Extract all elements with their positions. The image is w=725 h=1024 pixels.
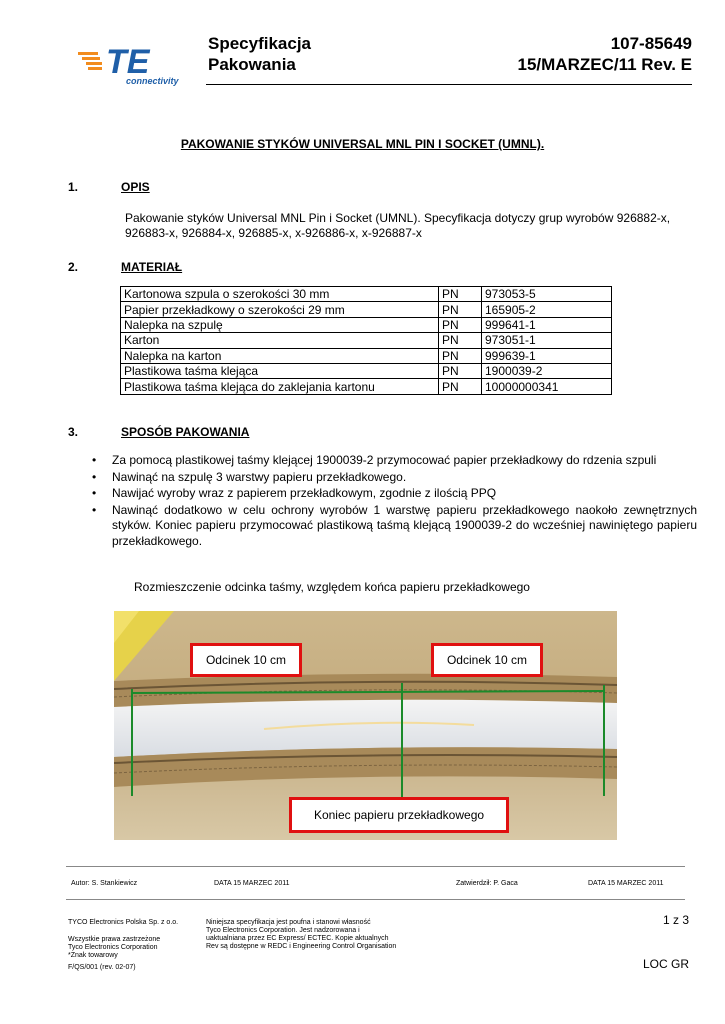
material-name-cell: Kartonowa szpula o szerokości 30 mm [121,287,439,302]
rights-line-3: *Znak towarowy [68,952,118,959]
company-name: TYCO Electronics Polska Sp. z o.o. [68,919,179,926]
table-row [121,379,612,394]
bullet-icon: • [92,469,97,484]
table-row [121,287,612,302]
material-name-cell: Plastikowa taśma klejąca do zaklejania kartonu [121,379,439,394]
loc-code: LOC GR [642,957,689,971]
part-number-cell: 10000000341 [482,379,612,394]
header-divider [206,84,692,85]
bullet-icon: • [92,453,97,467]
notice-line-3: uaktualniana przez EC Express/ ECTEC. Kopie aktualnych [206,935,389,942]
form-id: F/QS/001 (rev. 02-07) [68,964,136,971]
list-item [92,486,697,502]
list-item-text: Nawinąć dodatkowo w celu ochrony wyrobów 1 warstwę papieru przekładkowego naokoło zewnętrznych styków. Koniec papieru przymocować plastikową taśmą klejącą 1900039-2 do wcześniej nawiniętego papieru przekładkowego. [112,502,697,548]
material-table [120,286,612,395]
callout-right-segment: Odcinek 10 cm [431,643,543,677]
material-name-cell: Plastikowa taśma klejąca [121,363,439,378]
approval-date: DATA 15 MARZEC 2011 [588,880,664,887]
table-row [121,333,612,348]
approver-name: Zatwierdził: P. Gaca [456,880,518,887]
callout-paper-end: Koniec papieru przekładkowego [289,797,509,833]
list-item-text: Za pomocą plastikowej taśmy klejącej 1900039-2 przymocować papier przekładkowy do rdzenia szpuli [112,453,657,467]
table-row [121,302,612,317]
document-number: 107-85649 [610,34,692,53]
table-row [121,317,612,332]
te-connectivity-logo [78,40,188,88]
section-3-number: 3. [68,425,79,439]
footer-rule-bottom [66,899,685,900]
list-item [92,453,697,469]
list-item [92,503,697,550]
title-line-1: Specyfikacja [208,34,312,53]
material-name-cell: Papier przekładkowy o szerokości 29 mm [121,302,439,317]
part-number-cell: 999639-1 [482,348,612,363]
packing-steps-list [92,453,697,550]
document-title [208,33,311,75]
part-number-cell: 973051-1 [482,333,612,348]
section-1-title: OPIS [121,180,150,194]
section-3-title: SPOSÓB PAKOWANIA [121,425,250,439]
material-name-cell: Nalepka na karton [121,348,439,363]
author-date: DATA 15 MARZEC 2011 [214,880,290,887]
part-number-cell: 1900039-2 [482,363,612,378]
photo-caption: Rozmieszczenie odcinka taśmy, względem końca papieru przekładkowego [134,580,530,594]
bullet-icon: • [92,502,97,517]
pn-label-cell: PN [439,333,482,348]
logo-subtext: connectivity [126,76,179,86]
pn-label-cell: PN [439,379,482,394]
list-item-text: Nawijać wyroby wraz z papierem przekładkowym, zgodnie z ilością PPQ [112,486,497,500]
part-number-cell: 165905-2 [482,302,612,317]
author-name: Autor: S. Stankiewicz [71,880,138,887]
main-title: PAKOWANIE STYKÓW UNIVERSAL MNL PIN I SOCKET (UMNL). [180,137,545,151]
material-name-cell: Nalepka na szpulę [121,317,439,332]
section-1-number: 1. [68,180,79,194]
notice-line-1: Niniejsza specyfikacja jest poufna i stanowi własność [206,919,371,926]
bullet-icon: • [92,486,97,500]
list-item [92,470,697,486]
material-name-cell: Karton [121,333,439,348]
title-line-2: Pakowania [208,55,296,74]
footer-rule-top [66,866,685,867]
part-number-cell: 973053-5 [482,287,612,302]
pn-label-cell: PN [439,363,482,378]
rights-line-1: Wszystkie prawa zastrzeżone [68,936,161,943]
reel-photo [114,611,617,840]
document-number-block [518,33,692,75]
pn-label-cell: PN [439,317,482,332]
notice-line-4: Rev są dostępne w REDC i Engineering Control Organisation [206,943,397,950]
section-1-text: Pakowanie styków Universal MNL Pin i Socket (UMNL). Specyfikacja dotyczy grup wyrobów 926882-x, 926883-x, 926884-x, 926885-x, x-926886-x, x-926887-x [125,211,671,240]
pn-label-cell: PN [439,348,482,363]
list-item-text: Nawinąć na szpulę 3 warstwy papieru przekładkowego. [112,469,407,484]
table-row [121,348,612,363]
pn-label-cell: PN [439,287,482,302]
table-row [121,363,612,378]
rights-line-2: Tyco Electronics Corporation [68,944,158,951]
part-number-cell: 999641-1 [482,317,612,332]
section-2-number: 2. [68,260,79,274]
page-number: 1 z 3 [662,913,689,927]
logo-text: TE [106,43,150,81]
notice-line-2: Tyco Electronics Corporation. Jest nadzorowana i [206,927,360,934]
section-2-title: MATERIAŁ [121,260,183,274]
pn-label-cell: PN [439,302,482,317]
document-date-revision: 15/MARZEC/11 Rev. E [517,55,692,74]
callout-left-segment: Odcinek 10 cm [190,643,302,677]
